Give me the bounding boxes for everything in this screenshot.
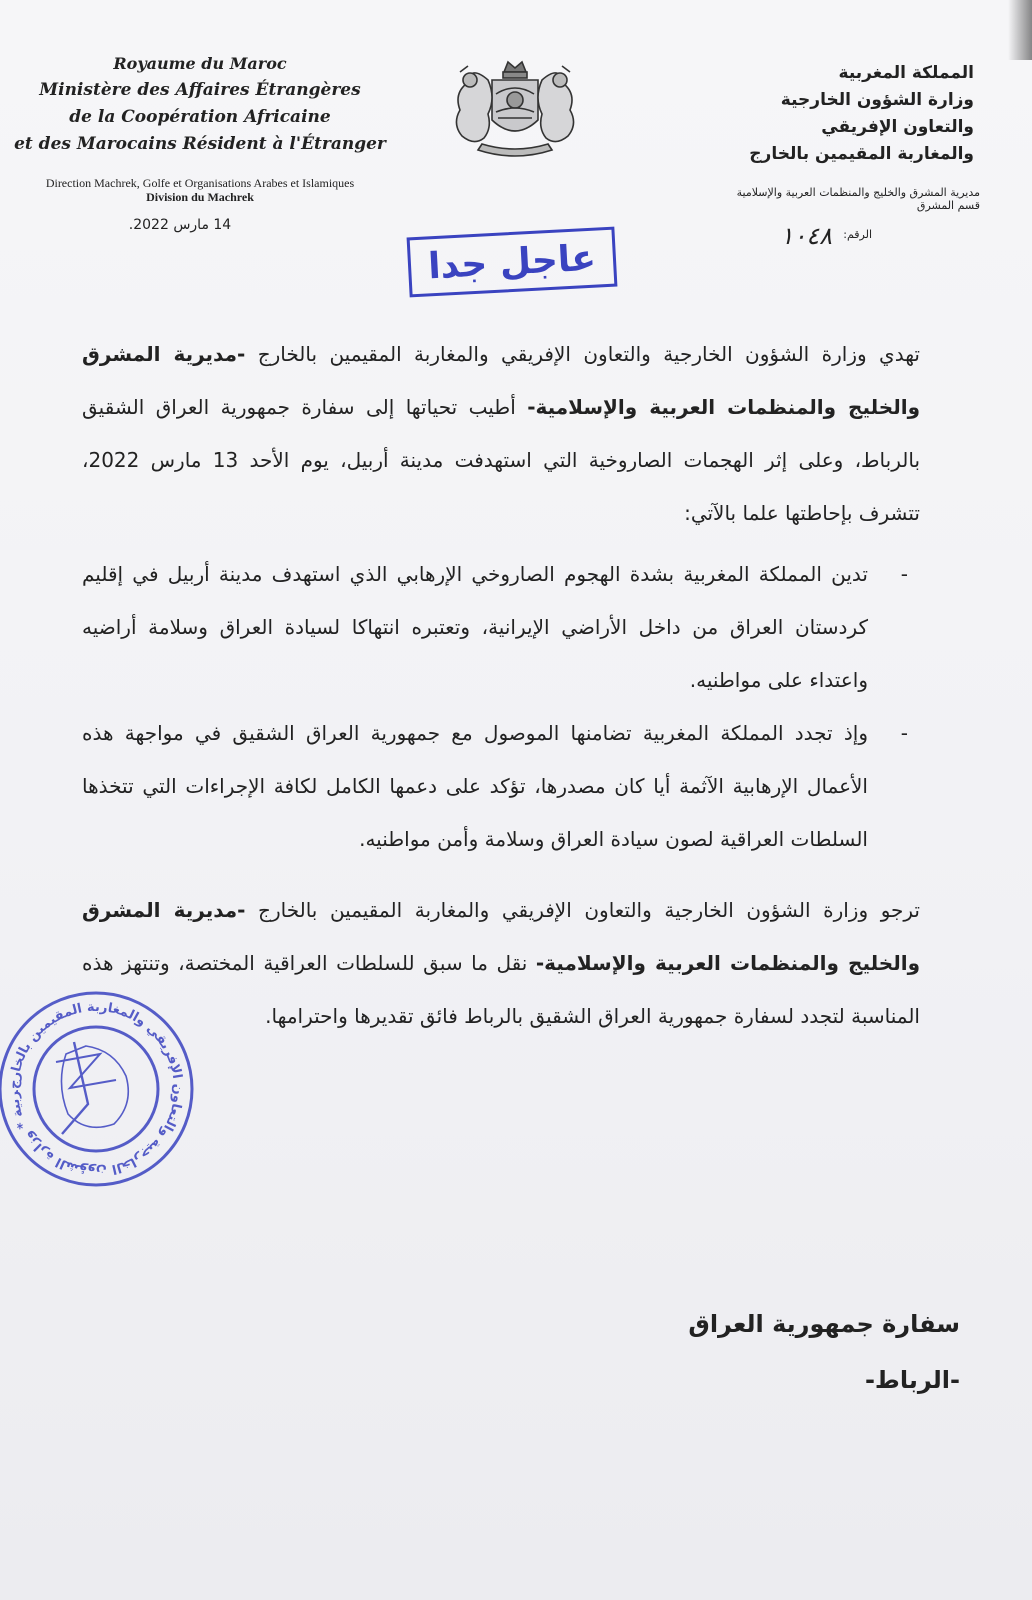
french-letterhead [0, 50, 400, 158]
intro-text-b: أطيب تحياتها إلى سفارة جمهورية العراق الشقيق بالرباط، وعلى إثر الهجمات الصاروخية التي استهدفت مدينة أربيل، يوم الأحد 13 مارس 2022، تتشرف بإحاطتها علما بالآتي: [82, 395, 921, 525]
fr-division-text: Division du Machrek [146, 190, 254, 204]
urgent-stamp-text: عاجل جدا [427, 237, 597, 287]
fr-header-line: Royaume du Maroc [113, 54, 287, 73]
list-item-text: تدين المملكة المغربية بشدة الهجوم الصاروخي الإرهابي الذي استهدف مدينة أربيل في إقليم كردستان العراق من داخل الأراضي الإيرانية، وتعتبره انتهاكا لسيادة العراق وسلامة أراضيه واعتداء على مواطنيه. [82, 562, 868, 692]
recipient-city: -الرباط- [864, 1366, 960, 1394]
fr-header-line: de la Coopération Africaine [69, 107, 331, 127]
closing-text-b: نقل ما سبق للسلطات العراقية المختصة، وتنتهز هذه المناسبة لتجدد لسفارة جمهورية العراق الشقيق بالرباط فائق تقديرها واحترامها. [82, 951, 920, 1028]
official-seal-stamp [0, 984, 196, 1194]
recipient-name: سفارة جمهورية العراق [688, 1310, 960, 1338]
recipient-block [688, 1296, 960, 1408]
fr-header-line: et des Marocains Résident à l'Étranger [14, 134, 386, 154]
ar-header-line: وزارة الشؤون الخارجية [780, 90, 974, 110]
bullet-dash: - [900, 562, 908, 586]
seal-text: ربية * وزارة الشؤون الخارجية والتعاون الإفريقي والمغاربة المقيمين بالخارج [6, 999, 186, 1179]
french-directorate [0, 176, 400, 204]
points-list [82, 548, 920, 866]
page-edge-shadow [1008, 0, 1032, 60]
fr-header-line: Ministère des Affaires Étrangères [39, 80, 361, 100]
ar-header-line: المملكة المغربية [838, 63, 974, 83]
closing-paragraph [82, 884, 920, 1043]
ar-header-line: والمغاربة المقيمين بالخارج [749, 144, 974, 164]
arabic-letterhead [684, 60, 974, 168]
reference-label: الرقم: [843, 228, 872, 241]
intro-text-a: تهدي وزارة الشؤون الخارجية والتعاون الإفريقي والمغاربة المقيمين بالخارج [245, 342, 920, 366]
letter-date: 14 مارس 2022. [128, 217, 232, 233]
letter-body [82, 328, 920, 1043]
ar-division-text: قسم المشرق [916, 199, 980, 212]
closing-text-a: ترجو وزارة الشؤون الخارجية والتعاون الإفريقي والمغاربة المقيمين بالخارج [245, 898, 920, 922]
royal-emblem-icon [440, 54, 590, 166]
arabic-directorate [650, 186, 980, 212]
intro-paragraph [82, 328, 920, 540]
ar-direction-text: مديرية المشرق والخليج والمنظمات العربية والإسلامية [736, 186, 980, 199]
list-item [82, 548, 908, 707]
fr-direction-text: Direction Machrek, Golfe et Organisations Arabes et Islamiques [45, 176, 355, 190]
urgent-stamp [407, 227, 618, 298]
ar-header-line: والتعاون الإفريقي [821, 117, 974, 137]
closing-directorate-bold: -مديرية المشرق والخليج والمنظمات العربية والإسلامية- [82, 898, 921, 975]
list-item [82, 707, 908, 866]
bullet-dash: - [900, 721, 908, 745]
reference-number: ١٠٤٨ [780, 222, 832, 250]
intro-directorate-bold: -مديرية المشرق والخليج والمنظمات العربية والإسلامية- [82, 342, 921, 419]
list-item-text: وإذ تجدد المملكة المغربية تضامنها الموصول مع جمهورية العراق الشقيق في مواجهة هذه الأعمال الإرهابية الآثمة أيا كان مصدرها، تؤكد على دعمها الكامل لكافة الإجراءات التي تتخذها السلطات العراقية لصون سيادة العراق وسلامة وأمن مواطنيه. [82, 721, 868, 851]
